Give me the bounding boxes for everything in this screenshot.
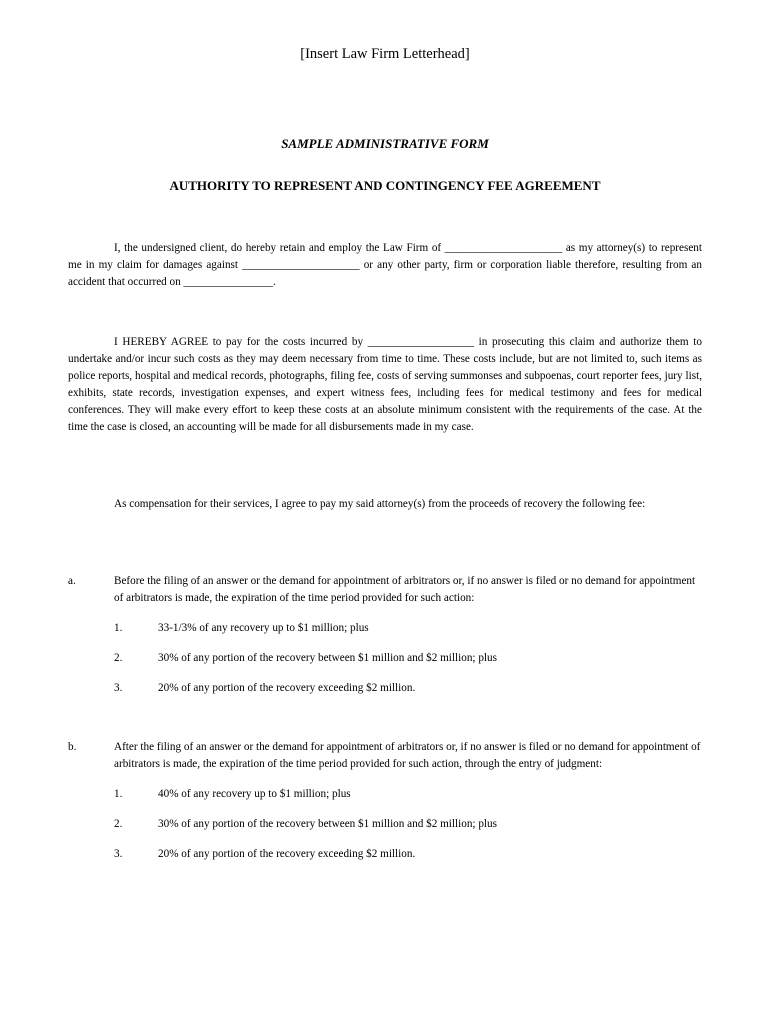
item-text: 40% of any recovery up to $1 million; plus	[158, 788, 351, 800]
retainer-paragraph: I, the undersigned client, do hereby retain and employ the Law Firm of _____________________ as my attorney(s) to represent me in my claim for damages against _____________________ or any other party, firm or corporation liable therefore, resulting from an accident that occurred on ________________.	[68, 242, 702, 288]
form-subtitle: SAMPLE ADMINISTRATIVE FORM	[281, 136, 489, 151]
item-text: 20% of any portion of the recovery exceeding $2 million.	[158, 848, 416, 860]
costs-paragraph: I HEREBY AGREE to pay for the costs incurred by ___________________ in prosecuting this claim and authorize them to undertake and/or incur such costs as they may deem necessary from time to time. These costs include, but are not limited to, such items as police reports, hospital and medical records, photographs, filing fee, costs of serving summonses and subpoenas, court reporter fees, jury list, exhibits, state records, investigation expenses, and expert witness fees, including fees for medical testimony and fees for medical conferences. They will make every effort to keep these costs at an absolute minimum consistent with the requirements of the case. At the time the case is closed, an accounting will be made for all disbursements made in my case.	[68, 336, 702, 433]
fee-schedule-item	[114, 620, 708, 637]
item-text: 33-1/3% of any recovery up to $1 million; plus	[158, 622, 369, 634]
item-text: 30% of any portion of the recovery between $1 million and $2 million; plus	[158, 818, 497, 830]
item-number: 3.	[114, 848, 123, 860]
fee-schedule-item	[114, 846, 708, 863]
fee-section-a	[68, 573, 708, 710]
fee-schedule-item	[114, 680, 708, 697]
fee-schedule-item	[114, 786, 708, 803]
fee-schedule-item	[114, 816, 708, 833]
agreement-title: AUTHORITY TO REPRESENT AND CONTINGENCY FEE AGREEMENT	[169, 178, 601, 193]
letterhead-placeholder: [Insert Law Firm Letterhead]	[300, 46, 470, 62]
fee-schedule-list	[114, 620, 708, 697]
item-number: 2.	[114, 652, 123, 664]
item-text: 20% of any portion of the recovery exceeding $2 million.	[158, 682, 416, 694]
section-marker: b.	[68, 741, 77, 753]
compensation-paragraph: As compensation for their services, I agree to pay my said attorney(s) from the proceeds of recovery the following fee:	[114, 498, 646, 510]
item-text: 30% of any portion of the recovery between $1 million and $2 million; plus	[158, 652, 497, 664]
section-text: Before the filing of an answer or the demand for appointment of arbitrators or, if no answer is filed or no demand for appointment of arbitrators is made, the expiration of the time period provided for such action:	[114, 575, 696, 604]
item-number: 1.	[114, 622, 123, 634]
item-number: 3.	[114, 682, 123, 694]
section-marker: a.	[68, 575, 76, 587]
item-number: 2.	[114, 818, 123, 830]
fee-schedule-item	[114, 650, 708, 667]
fee-section-b	[68, 739, 708, 876]
section-text: After the filing of an answer or the demand for appointment of arbitrators or, if no answer is filed or no demand for appointment of arbitrators is made, the expiration of the time period provided for such action, through the entry of judgment:	[114, 741, 701, 770]
fee-schedule-list	[114, 786, 708, 863]
item-number: 1.	[114, 788, 123, 800]
